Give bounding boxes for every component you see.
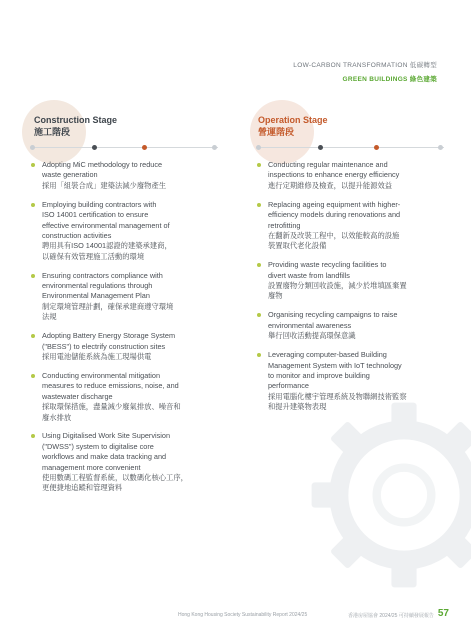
bullet-icon	[257, 163, 261, 167]
list-item: Organising recycling campaigns to raise environmental awareness 舉行回收活動提高環保意識	[256, 310, 436, 341]
operation-title-en: Operation Stage	[258, 115, 328, 125]
construction-title-en: Construction Stage	[34, 115, 118, 125]
footer-report-title-en: Hong Kong Housing Society Sustainability Report 2024/25	[178, 612, 308, 618]
bullet-icon	[257, 203, 261, 207]
section-header: LOW-CARBON TRANSFORMATION 低碳轉型	[293, 62, 437, 69]
timeline-dot	[256, 145, 261, 150]
page-number: 57	[437, 608, 449, 619]
timeline-dot	[92, 145, 97, 150]
timeline-dot	[212, 145, 217, 150]
timeline-dot	[318, 145, 323, 150]
footer-report-title-zh: 香港房屋協會 2024/25 可持續發展報告	[348, 613, 434, 619]
construction-stage-title	[34, 114, 117, 138]
gear-icon	[299, 390, 471, 600]
list-item: Ensuring contractors compliance with environmental regulations through Environmental Management Plan 制定環境管理計劃，確保承建商遵守環境 法規	[30, 271, 210, 323]
timeline-dot	[438, 145, 443, 150]
list-item: Providing waste recycling facilities to divert waste from landfills 設置廢物分類回收設施，減少於堆填區棄置 廢物	[256, 260, 436, 302]
operation-timeline	[256, 143, 444, 153]
bullet-icon	[31, 203, 35, 207]
bullet-icon	[257, 313, 261, 317]
list-item: Conducting regular maintenance and inspections to enhance energy efficiency 進行定期維修及檢查，以提升能源效益	[256, 160, 436, 191]
list-item: Adopting MiC methodology to reduce waste generation 採用「組裝合成」建築法減少廢物產生	[30, 160, 210, 191]
operation-title-zh: 營運階段	[258, 127, 295, 137]
bullet-icon	[257, 263, 261, 267]
bullet-icon	[31, 434, 35, 438]
bullet-icon	[31, 334, 35, 338]
list-item: Replacing ageing equipment with higher- efficiency models during renovations and retrofitting 在翻新及改裝工程中，以效能較高的設施 裝置取代老化設備	[256, 200, 436, 252]
bullet-icon	[31, 374, 35, 378]
bullet-icon	[31, 274, 35, 278]
timeline-dot	[374, 145, 379, 150]
timeline-line	[30, 147, 218, 148]
timeline-dot	[30, 145, 35, 150]
timeline-line	[256, 147, 444, 148]
list-item: Using Digitalised Work Site Supervision ("DWSS") system to digitalise core workflows and make data tracking and management more convenient 使用數碼工程監督系統，以數碼化核心工序， 更便捷地追蹤和管理資料	[30, 431, 210, 493]
construction-timeline	[30, 143, 218, 153]
list-item: Leveraging computer-based Building Management System with IoT technology to monitor and improve building performance 採用電腦化樓宇管理系統及物聯網技術監察 和提升建築物表現	[256, 350, 436, 412]
operation-stage-title	[258, 114, 328, 138]
list-item: Conducting environmental mitigation measures to reduce emissions, noise, and wastewater discharge 採取環保措施，盡量減少廢氣排放、噪音和 廢水排放	[30, 371, 210, 423]
bullet-icon	[31, 163, 35, 167]
operation-list	[256, 160, 436, 421]
timeline-dot	[142, 145, 147, 150]
list-item: Adopting Battery Energy Storage System ("BESS") to electrify construction sites 採用電池儲能系統為施工現場供電	[30, 331, 210, 362]
construction-title-zh: 施工階段	[34, 127, 71, 137]
subsection-header: GREEN BUILDINGS 綠色建築	[342, 76, 437, 83]
construction-list	[30, 160, 210, 502]
bullet-icon	[257, 353, 261, 357]
list-item: Employing building contractors with ISO 14001 certification to ensure effective environmental management of construction activities 聘用具有ISO 14001認證的建築承建商， 以確保有效管理施工活動的環境	[30, 200, 210, 262]
